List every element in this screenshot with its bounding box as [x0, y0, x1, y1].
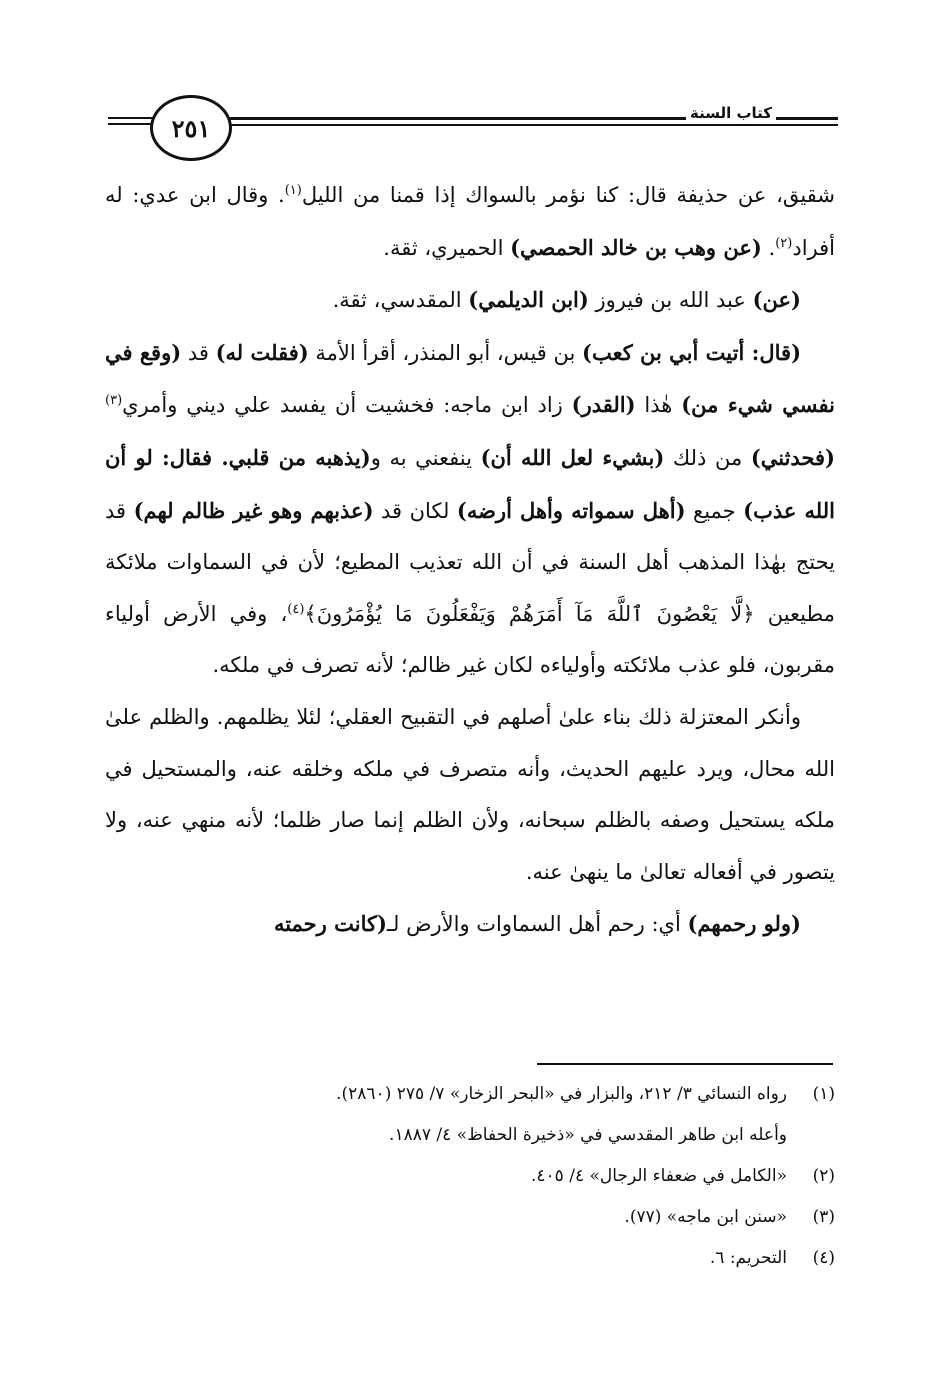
footnote: [105, 1115, 835, 1156]
text-run: .: [761, 235, 776, 260]
narrator-name: (عن وهب بن خالد الحمصي): [510, 234, 762, 260]
hadith-text: (عن): [752, 287, 801, 313]
hadith-text: (فحدثني): [750, 444, 835, 470]
footnote: [105, 1197, 835, 1238]
footnote-number: (٤): [812, 1248, 835, 1268]
footnote-text: التحريم: ٦.: [709, 1248, 787, 1268]
header-rule: [228, 124, 783, 126]
text-run: من ذلك: [664, 445, 751, 470]
footnote-number: (٣): [812, 1207, 835, 1227]
hadith-text: (أهل سمواته وأهل أرضه): [456, 497, 686, 523]
text-run: المقدسي، ثقة.: [332, 288, 469, 313]
hadith-text: (القدر): [571, 392, 636, 418]
header-rule: [108, 123, 153, 125]
text-run: شقيق، عن حذيفة قال: كنا نؤمر بالسواك إذا قمنا من الليل: [301, 183, 835, 207]
page-number: ٢٥١: [150, 95, 232, 161]
footnote-text: «الكامل في ضعفاء الرجال» ٤/ ٤٠٥.: [531, 1166, 787, 1186]
hadith-text: (بشيء لعل الله أن): [480, 444, 665, 470]
footnote-number: (٢): [812, 1166, 835, 1186]
paragraph: [105, 327, 835, 692]
header-rule: [108, 117, 153, 119]
paragraph: [105, 274, 835, 327]
hadith-text: (فقلت له): [215, 339, 309, 365]
footnote-separator: [537, 1063, 833, 1065]
book-title: كتاب السنة: [686, 104, 776, 122]
footnote: [105, 1238, 835, 1279]
text-run: جميع: [685, 498, 744, 523]
header-rule: [780, 117, 838, 120]
text-run: أي: رحم أهل السماوات والأرض لـ: [386, 912, 688, 937]
text-run: الحميري، ثقة.: [383, 235, 511, 260]
text-run: بن قيس، أبو المنذر، أقرأ الأمة: [308, 340, 583, 365]
paragraph: وأنكر المعتزلة ذلك بناء علىٰ أصلهم في التقبيح العقلي؛ لئلا يظلمهم. والظلم علىٰ الله محال، ويرد عليهم الحديث، وأنه متصرف في ملكه وخلقه عنه، والمستحيل في ملكه يستحيل وصفه بالظلم سبحانه، ولأن الظلم إنما صار ظلما؛ لأنه منهي عنه، ولا يتصور في أفعاله تعالىٰ ما ينهىٰ عنه.: [105, 704, 835, 884]
hadith-text: (يذهبه من قلبي. فقال: لو أن الله عذب): [105, 444, 835, 523]
footnote-number: (١): [812, 1084, 835, 1104]
hadith-text: (ابن الديلمي): [468, 287, 589, 313]
text-run: هٰذا: [635, 393, 682, 418]
text-run: قد: [181, 340, 216, 365]
hadith-text: (وقع في نفسي شيء من): [105, 339, 835, 418]
paragraph: [105, 898, 835, 951]
footnote-ref[interactable]: (٣): [105, 393, 123, 409]
text-run: لكان قد: [373, 498, 457, 523]
text-run: ، وفي الأرض أولياء مقربون، فلو عذب ملائكته وأولياءه لكان غير ظالم؛ لأنه تصرف في ملكه.: [105, 601, 835, 678]
text-run: قد يحتج بهٰذا المذهب أهل السنة في أن الله تعذيب المطيع؛ لأن في السماوات ملائكة مطيعين: [105, 498, 835, 626]
footnote-text: رواه النسائي ٣/ ٢١٢، والبزار في «البحر الزخار» ٧/ ٢٧٥ (٢٨٦٠).: [336, 1084, 787, 1104]
text-run: . وقال ابن عدي: له أفراد: [105, 183, 835, 260]
footnote-ref[interactable]: (٢): [775, 235, 793, 251]
hadith-text: (عذبهم وهو غير ظالم لهم): [133, 497, 374, 523]
text-run: عبد الله بن فيروز: [588, 288, 753, 313]
main-text: [105, 170, 835, 951]
quran-verse: ﴿لَّا يَعْصُونَ ٱللَّهَ مَآ أَمَرَهُمْ وَيَفْعَلُونَ مَا يُؤْمَرُونَ﴾: [304, 601, 755, 626]
header-rule: [780, 124, 838, 126]
footnote: [105, 1074, 835, 1115]
text-run: زاد ابن ماجه: فخشيت أن يفسد علي ديني وأمري: [122, 393, 572, 418]
text-run: ينفعني به و: [370, 445, 481, 470]
footnote-text: وأعله ابن طاهر المقدسي في «ذخيرة الحفاظ» ٤/ ١٨٨٧.: [389, 1125, 787, 1145]
page-header: [108, 95, 838, 159]
footnote-ref[interactable]: (٤): [287, 601, 305, 617]
footnotes: [105, 1074, 835, 1279]
paragraph: [105, 170, 835, 274]
footnote-ref[interactable]: (١): [284, 183, 302, 198]
footnote-text: «سنن ابن ماجه» (٧٧).: [624, 1207, 787, 1227]
footnote: [105, 1156, 835, 1197]
hadith-text: (قال: أتيت أبي بن كعب): [582, 339, 802, 365]
footnote-number: [787, 1115, 835, 1156]
hadith-text: (كانت رحمته: [273, 911, 387, 937]
hadith-text: (ولو رحمهم): [687, 911, 801, 937]
